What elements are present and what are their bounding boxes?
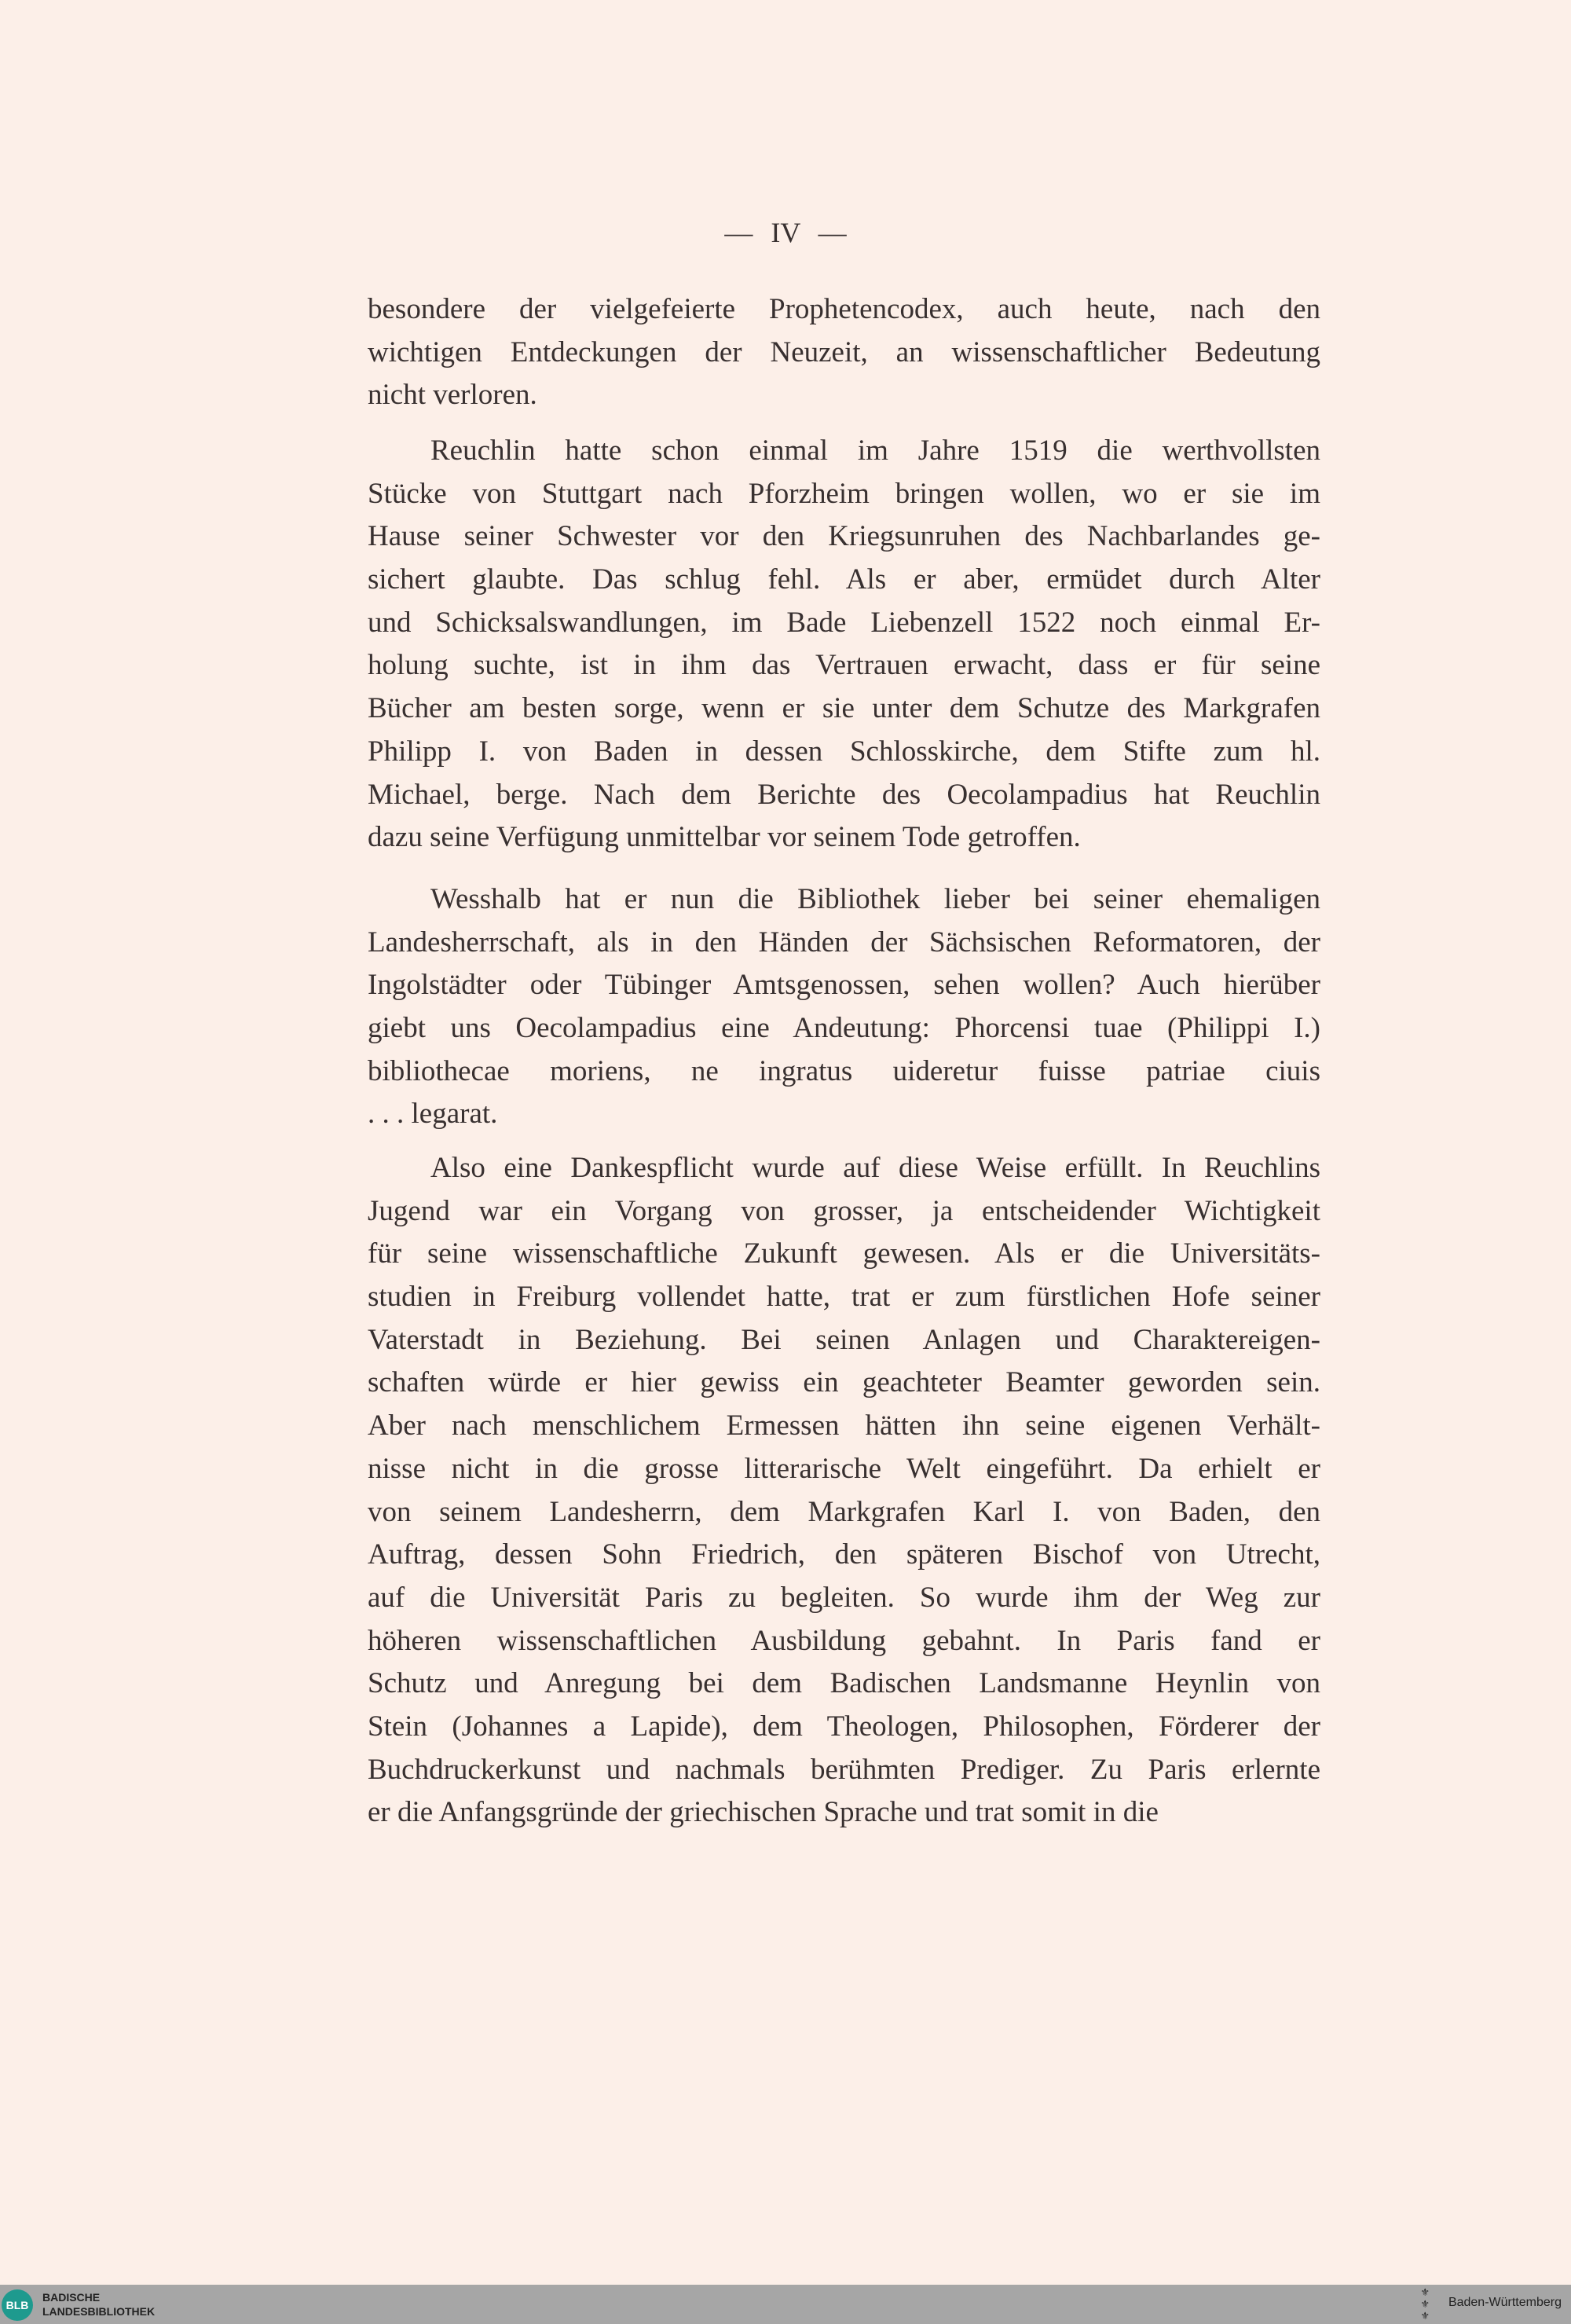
text-line: sichert glaubte. Das schlug fehl. Als er aber, ermüdet durch Alter: [368, 563, 1320, 596]
text-line: studien in Freiburg vollendet hatte, trat er zum fürstlichen Hofe seiner: [368, 1281, 1320, 1314]
text-line: besondere der vielgefeierte Prophetencodex, auch heute, nach den: [368, 293, 1320, 325]
paragraph-3: [368, 878, 1320, 1136]
text-line: giebt uns Oecolampadius eine Andeutung: Phorcensi tuae (Philippi I.): [368, 1012, 1320, 1045]
footer-bar: [0, 2285, 1571, 2324]
text-line: nicht verloren.: [368, 379, 537, 412]
paragraph-2: [368, 430, 1320, 860]
text-line: Michael, berge. Nach dem Berichte des Oecolampadius hat Reuchlin: [368, 778, 1320, 811]
text-line: bibliothecae moriens, ne ingratus uideretur fuisse patriae ciuis: [368, 1054, 1320, 1087]
text-line: Reuchlin hatte schon einmal im Jahre 1519 die werthvollsten: [430, 434, 1320, 467]
text-line: er die Anfangsgründe der griechischen Sprache und trat somit in die: [368, 1796, 1159, 1829]
text-line: nisse nicht in die grosse litterarische Welt eingeführt. Da erhielt er: [368, 1452, 1320, 1485]
library-name[interactable]: [42, 2290, 155, 2319]
blb-logo[interactable]: BLB: [2, 2289, 33, 2321]
text-line: Schutz und Anregung bei dem Badischen Landsmanne Heynlin von: [368, 1667, 1320, 1700]
text-line: Stein (Johannes a Lapide), dem Theologen, Philosophen, Förderer der: [368, 1710, 1320, 1743]
text-line: holung suchte, ist in ihm das Vertrauen erwacht, dass er für seine: [368, 649, 1320, 682]
page-number: — IV —: [724, 217, 847, 248]
text-line: Auftrag, dessen Sohn Friedrich, den späteren Bischof von Utrecht,: [368, 1538, 1320, 1571]
text-line: wichtigen Entdeckungen der Neuzeit, an wissenschaftlicher Bedeutung: [368, 335, 1320, 368]
text-line: Bücher am besten sorge, wenn er sie unter dem Schutze des Markgrafen: [368, 692, 1320, 725]
library-line-2: LANDESBIBLIOTHEK: [42, 2305, 156, 2318]
text-line: Also eine Dankespflicht wurde auf diese Weise erfüllt. In Reuchlins: [430, 1152, 1320, 1184]
text-line: Hause seiner Schwester vor den Kriegsunruhen des Nachbarlandes ge-: [368, 520, 1320, 553]
text-line: Philipp I. von Baden in dessen Schlosskirche, dem Stifte zum hl.: [368, 735, 1320, 768]
coat-of-arms-icon: ⚜ ⚜ ⚜: [1420, 2286, 1430, 2322]
text-line: höheren wissenschaftlichen Ausbildung gebahnt. In Paris fand er: [368, 1624, 1320, 1657]
text-line: schaften würde er hier gewiss ein geachteter Beamter geworden sein.: [368, 1366, 1320, 1399]
paragraph-4: [368, 1147, 1320, 1835]
text-line: . . . legarat.: [368, 1098, 498, 1131]
text-line: Landesherrschaft, als in den Händen der Sächsischen Reformatoren, der: [368, 926, 1320, 959]
text-line: Buchdruckerkunst und nachmals berühmten Prediger. Zu Paris erlernte: [368, 1753, 1320, 1786]
paragraph-1: [368, 288, 1320, 417]
text-line: Stücke von Stuttgart nach Pforzheim bringen wollen, wo er sie im: [368, 477, 1320, 510]
state-name[interactable]: Baden-Württemberg: [1448, 2296, 1562, 2309]
text-line: von seinem Landesherrn, dem Markgrafen Karl I. von Baden, den: [368, 1495, 1320, 1528]
text-line: und Schicksalswandlungen, im Bade Liebenzell 1522 noch einmal Er-: [368, 606, 1320, 639]
text-line: Ingolstädter oder Tübinger Amtsgenossen, sehen wollen? Auch hierüber: [368, 969, 1320, 1002]
text-line: auf die Universität Paris zu begleiten. So wurde ihm der Weg zur: [368, 1581, 1320, 1614]
text-line: Aber nach menschlichem Ermessen hätten ihn seine eigenen Verhält-: [368, 1409, 1320, 1442]
text-line: für seine wissenschaftliche Zukunft gewesen. Als er die Universitäts-: [368, 1237, 1320, 1270]
text-line: dazu seine Verfügung unmittelbar vor seinem Tode getroffen.: [368, 821, 1081, 854]
text-line: Wesshalb hat er nun die Bibliothek lieber bei seiner ehemaligen: [430, 883, 1320, 915]
text-line: Jugend war ein Vorgang von grosser, ja entscheidender Wichtigkeit: [368, 1194, 1320, 1227]
library-line-1: BADISCHE: [42, 2291, 101, 2304]
text-line: Vaterstadt in Beziehung. Bei seinen Anlagen und Charaktereigen-: [368, 1323, 1320, 1356]
